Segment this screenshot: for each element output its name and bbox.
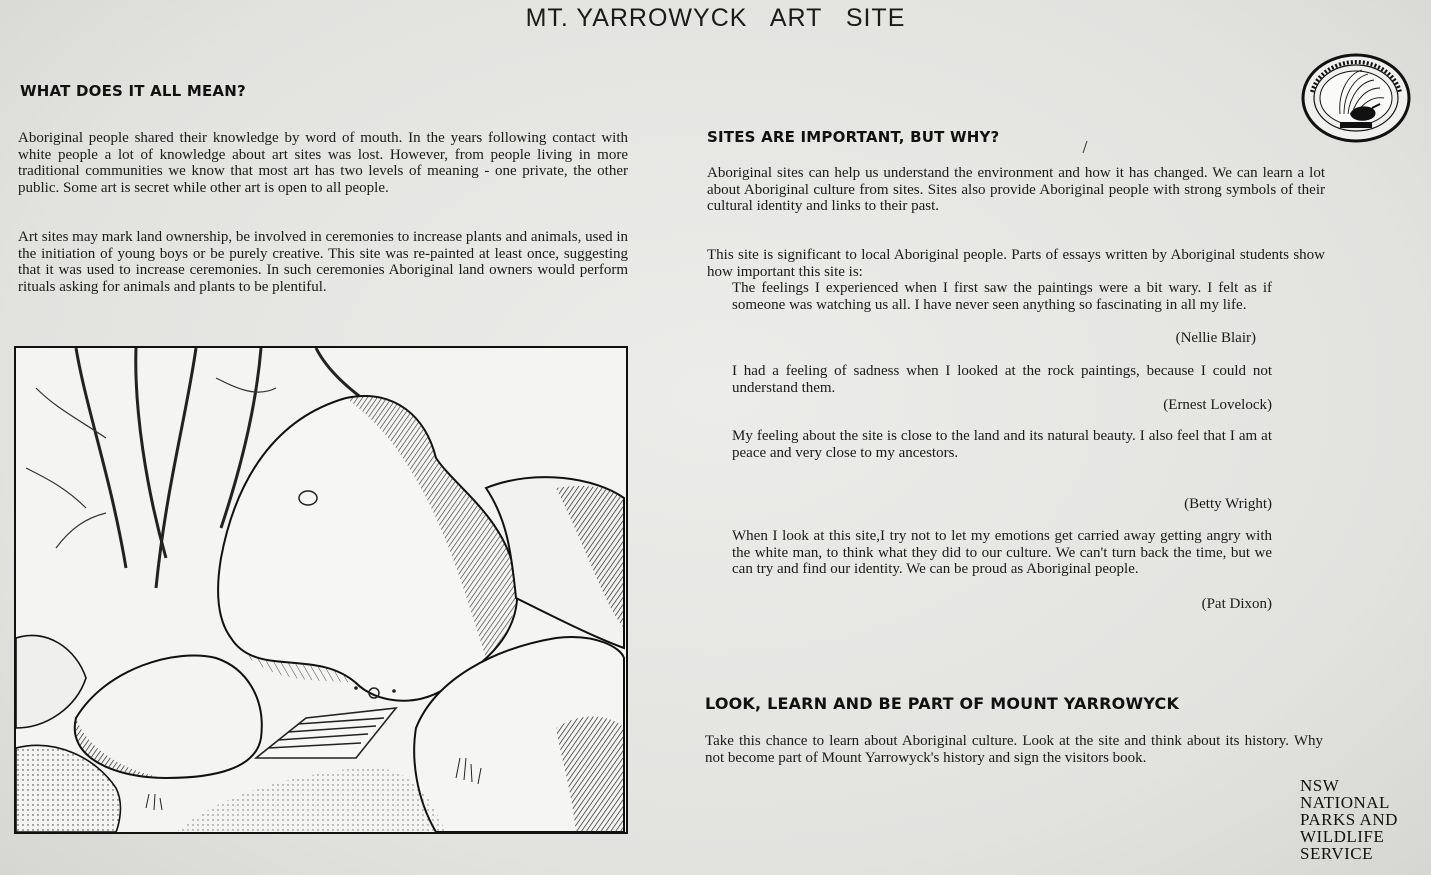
wordmark-line: NATIONAL <box>1300 793 1390 812</box>
wordmark-line: PARKS AND <box>1300 810 1398 829</box>
boulders-illustration <box>14 346 628 834</box>
wordmark-line: WILDLIFE <box>1300 827 1385 846</box>
left-heading: WHAT DOES IT ALL MEAN? <box>20 82 246 100</box>
quote-3: My feeling about the site is close to the land and its natural beauty. I also feel that I am at peace and very close to my ancestors. <box>732 428 1272 461</box>
quote-2-author: (Ernest Lovelock) <box>1163 397 1272 413</box>
right-paragraph-3: Take this chance to learn about Aboriginal culture. Look at the site and think about its history. Why not become part of Mount Yarrowyck's history and sign the visitors book. <box>705 733 1323 766</box>
quote-1: The feelings I experienced when I first saw the paintings were a bit wary. I felt as if someone was watching us all. I have never seen anything so fascinating in all my life. <box>732 280 1272 313</box>
wordmark-line: NSW <box>1300 776 1340 795</box>
quote-2: I had a feeling of sadness when I looked at the rock paintings, because I could not understand them. <box>732 363 1272 396</box>
npws-lyrebird-emblem-icon <box>1300 52 1412 144</box>
sign-title: MT. YARROWYCK ART SITE <box>525 4 906 32</box>
quote-4: When I look at this site,I try not to let my emotions get carried away getting angry with the white man, to think what they did to our culture. We can't turn back the time, but we can try and find our identity. We can be proud as Aboriginal people. <box>732 528 1272 577</box>
right-heading-2: LOOK, LEARN AND BE PART OF MOUNT YARROWYCK <box>705 694 1180 713</box>
right-heading: SITES ARE IMPORTANT, BUT WHY? <box>707 128 1000 146</box>
granite-boulders-illustration <box>16 348 626 832</box>
quote-3-author: (Betty Wright) <box>1184 496 1272 512</box>
right-paragraph-1: Aboriginal sites can help us understand the environment and how it has changed. We can learn a lot about Aboriginal culture from sites. Sites also provide Aboriginal people with strong symbols of their cultural identity and links to their past. <box>707 165 1325 214</box>
quote-4-author: (Pat Dixon) <box>1201 596 1272 612</box>
nsw-npws-wordmark <box>1300 777 1398 862</box>
left-paragraph-2: Art sites may mark land ownership, be involved in ceremonies to increase plants and animals, used in the initiation of young boys or be purely creative. This site was re-painted at least once, suggesting that it was used to increase ceremonies. In such ceremonies Aboriginal land owners would perform rituals asking for animals and plants to be plentiful. <box>18 229 628 295</box>
wordmark-line: SERVICE <box>1300 844 1373 863</box>
left-paragraph-1: Aboriginal people shared their knowledge by word of mouth. In the years following contact with white people a lot of knowledge about art sites was lost. However, from people living in more traditional communities we know that most art has two levels of meaning - one private, the other public. Some art is secret while other art is open to all people. <box>18 130 628 196</box>
quote-1-author: (Nellie Blair) <box>1175 330 1256 346</box>
stray-mark-icon <box>1082 140 1088 154</box>
right-paragraph-2: This site is significant to local Aboriginal people. Parts of essays written by Aboriginal students show how important this site is: <box>707 247 1325 280</box>
